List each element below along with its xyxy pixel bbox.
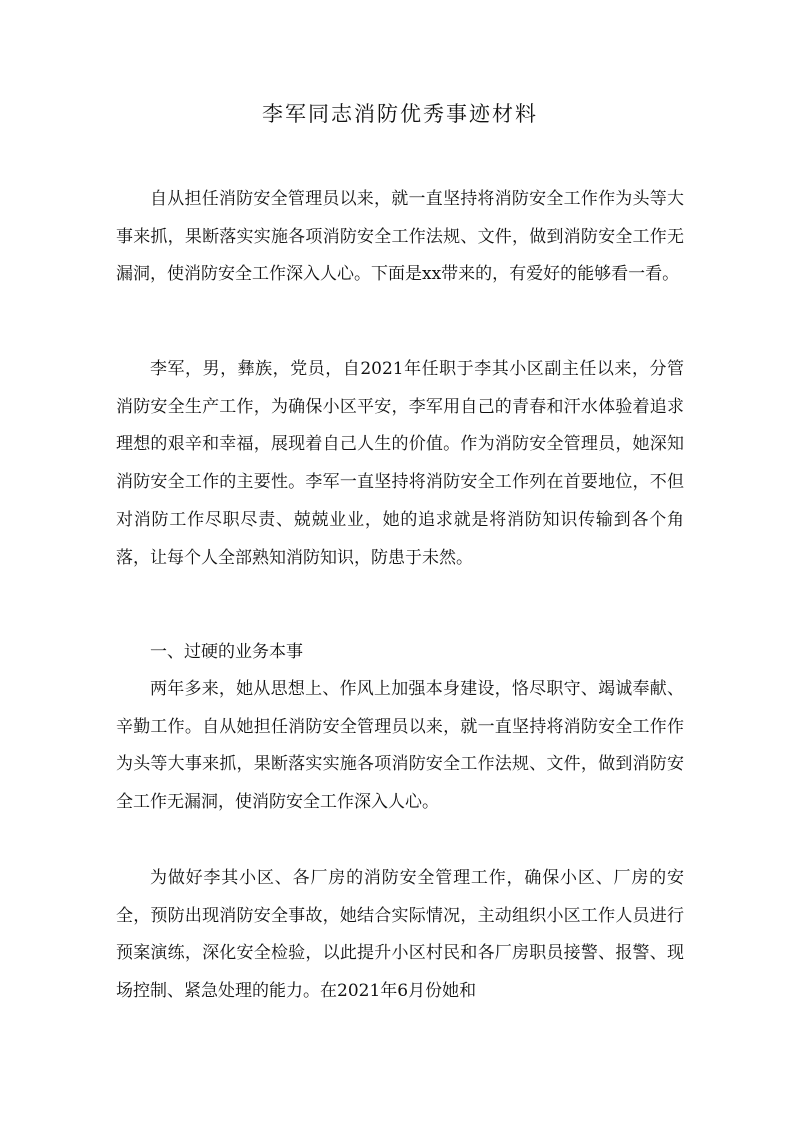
paragraph-profile: 李军，男，彝族，党员，自2021年任职于李其小区副主任以来，分管消防安全生产工作，为确保小区平安，李军用自己的青春和汗水体验着追求理想的艰辛和幸福，展现着自己人生的价值。作为消防安全管理员，她深知消防安全工作的主要性。李军一直坚持将消防安全工作列在首要地位，不但对消防工作尽职尽责、兢兢业业，她的追求就是将消防知识传输到各个角落，让每个人全部熟知消防知识，防患于未然。	[116, 359, 684, 568]
document-title: 李军同志消防优秀事迹材料	[262, 102, 538, 126]
section-heading: 一、过硬的业务本事	[150, 642, 303, 662]
paragraph-intro: 自从担任消防安全管理员以来，就一直坚持将消防安全工作作为头等大事来抓，果断落实实施各项消防安全工作法规、文件，做到消防安全工作无漏洞，使消防安全工作深入人心。下面是xx带来的，有爱好的能够看一看。	[116, 189, 684, 285]
paragraph-management: 为做好李其小区、各厂房的消防安全管理工作，确保小区、厂房的安全，预防出现消防安全事故，她结合实际情况，主动组织小区工作人员进行预案演练，深化安全检验，以此提升小区村民和各厂房职员接警、报警、现场控制、紧急处理的能力。在2021年6月份她和	[116, 868, 684, 1002]
paragraph-skills: 两年多来，她从思想上、作风上加强本身建设，恪尽职守、竭诚奉献、辛勤工作。自从她担任消防安全管理员以来，就一直坚持将消防安全工作作为头等大事来抓，果断落实实施各项消防安全工作法规、文件，做到消防安全工作无漏洞，使消防安全工作深入人心。	[116, 679, 684, 813]
